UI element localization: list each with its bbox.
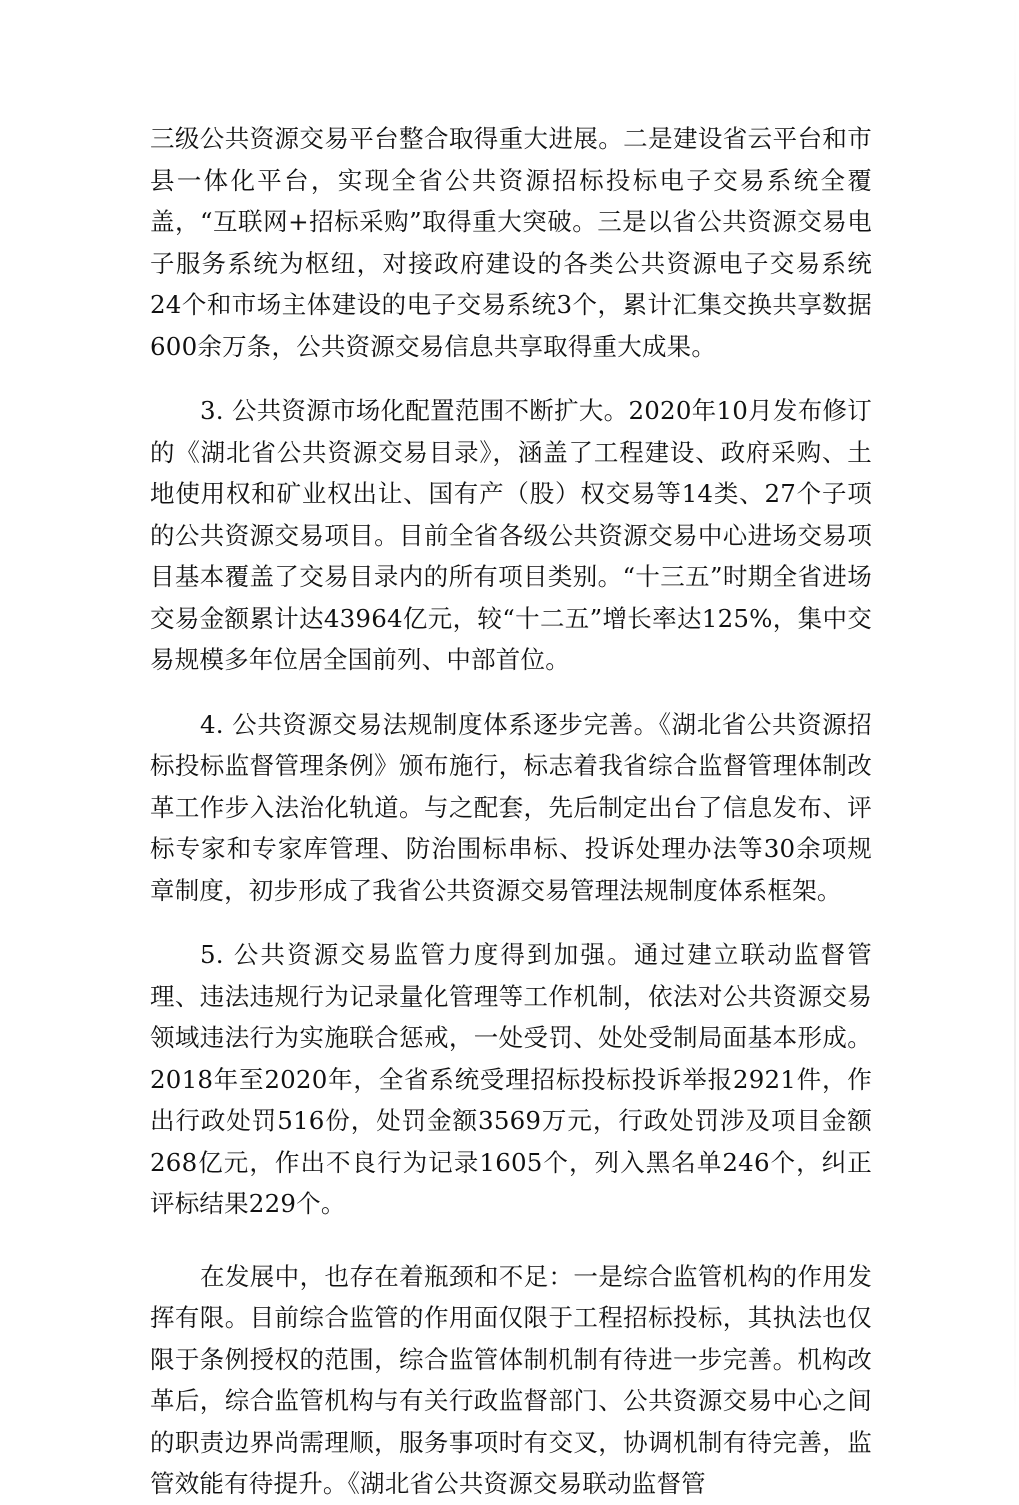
paragraph-bottlenecks: 在发展中，也存在着瓶颈和不足：一是综合监管机构的作用发挥有限。目前综合监管的作用面仅限于工程招标投标，其执法也仅限于条例授权的范围，综合监管体制机制有待进一步完善。机构改革后，综合监管机构与有关行政监督部门、公共资源交易中心之间的职责边界尚需理顺，服务事项时有交叉，协调机制有待完善，监管效能有待提升。《湖北省公共资源交易联动监督管 (150, 1261, 872, 1498)
paragraph-supervision-strength: 5. 公共资源交易监管力度得到加强。通过建立联动监督管理、违法违规行为记录量化管理等工作机制，依法对公共资源交易领域违法行为实施联合惩戒，一处受罚、处处受制局面基本形成。2018年至2020年，全省系统受理招标投标投诉举报2921件，作出行政处罚516份，处罚金额3569万元，行政处罚涉及项目金额268亿元，作出不良行为记录1605个，列入黑名单246个，纠正评标结果229个。 (150, 940, 872, 1218)
scan-edge-shadow (1014, 0, 1016, 1440)
document-page (150, 118, 872, 1505)
paragraph-regulation-system: 4. 公共资源交易法规制度体系逐步完善。《湖北省公共资源招标投标监督管理条例》颁布施行，标志着我省综合监督管理体制改革工作步入法治化轨道。与之配套，先后制定出台了信息发布、评标专家和专家库管理、防治围标串标、投诉处理办法等30余项规章制度，初步形成了我省公共资源交易管理法规制度体系框架。 (150, 709, 872, 905)
paragraph-market-allocation: 3. 公共资源市场化配置范围不断扩大。2020年10月发布修订的《湖北省公共资源交易目录》，涵盖了工程建设、政府采购、土地使用权和矿业权出让、国有产（股）权交易等14类、27个子项的公共资源交易项目。目前全省各级公共资源交易中心进场交易项目基本覆盖了交易目录内的所有项目类别。“十三五”时期全省进场交易金额累计达43964亿元，较“十二五”增长率达125%，集中交易规模多年位居全国前列、中部首位。 (150, 396, 872, 674)
paragraph-platform-integration: 三级公共资源交易平台整合取得重大进展。二是建设省云平台和市县一体化平台，实现全省公共资源招标投标电子交易系统全覆盖，“互联网+招标采购”取得重大突破。三是以省公共资源交易电子服务系统为枢纽，对接政府建设的各类公共资源电子交易系统24个和市场主体建设的电子交易系统3个，累计汇集交换共享数据600余万条，公共资源交易信息共享取得重大成果。 (150, 124, 872, 361)
